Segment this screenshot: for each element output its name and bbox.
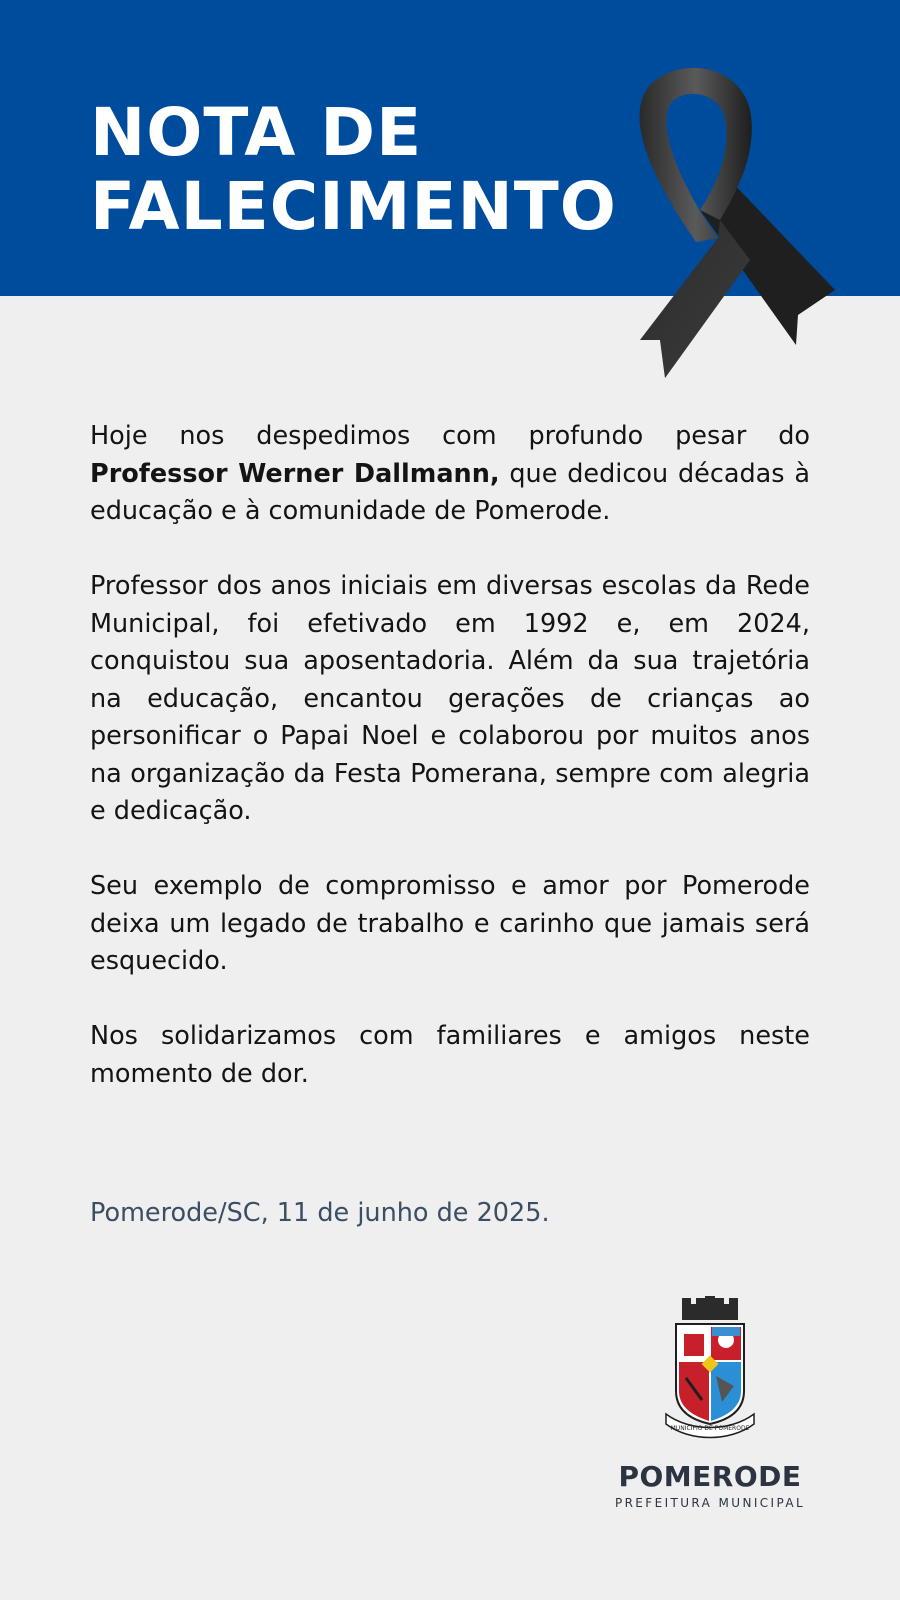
- paragraph-1-intro: Hoje nos despedimos com profundo pesar do: [90, 421, 810, 451]
- paragraph-4: Nos solidarizamos com familiares e amigos neste momento de dor.: [90, 1021, 810, 1089]
- title-line-2: FALECIMENTO: [90, 168, 617, 245]
- crest-motto: MUNICÍPIO DE POMERODE: [670, 1425, 750, 1432]
- logo-subtitle: PREFEITURA MUNICIPAL: [614, 1496, 806, 1510]
- paragraph-1: [90, 418, 810, 531]
- notice-body: [90, 418, 810, 1131]
- date-line: Pomerode/SC, 11 de junho de 2025.: [90, 1198, 550, 1228]
- page-title: [90, 96, 617, 244]
- logo-name: POMERODE: [618, 1460, 802, 1493]
- paragraph-2: Professor dos anos iniciais em diversas escolas da Rede Municipal, foi efetivado em 1992 e, em 2024, conquistou sua aposentadoria. Além da sua trajetória na educação, encantou gerações de crianças ao personificar o Papai Noel e colaborou por muitos anos na organização da Festa Pomerana, sempre com alegria e dedicação.: [90, 571, 810, 826]
- paragraph-3: Seu exemplo de compromisso e amor por Pomerode deixa um legado de trabalho e carinho que jamais será esquecido.: [90, 871, 810, 976]
- municipal-logo: [600, 1296, 820, 1516]
- paragraph-1-rest: que dedicou décadas à educação e à comunidade de Pomerode.: [90, 458, 811, 526]
- title-line-1: NOTA DE: [90, 94, 423, 171]
- black-mourning-ribbon-icon: [600, 60, 850, 390]
- municipal-coat-of-arms-icon: [660, 1296, 760, 1456]
- deceased-name: Professor Werner Dallmann,: [90, 458, 500, 489]
